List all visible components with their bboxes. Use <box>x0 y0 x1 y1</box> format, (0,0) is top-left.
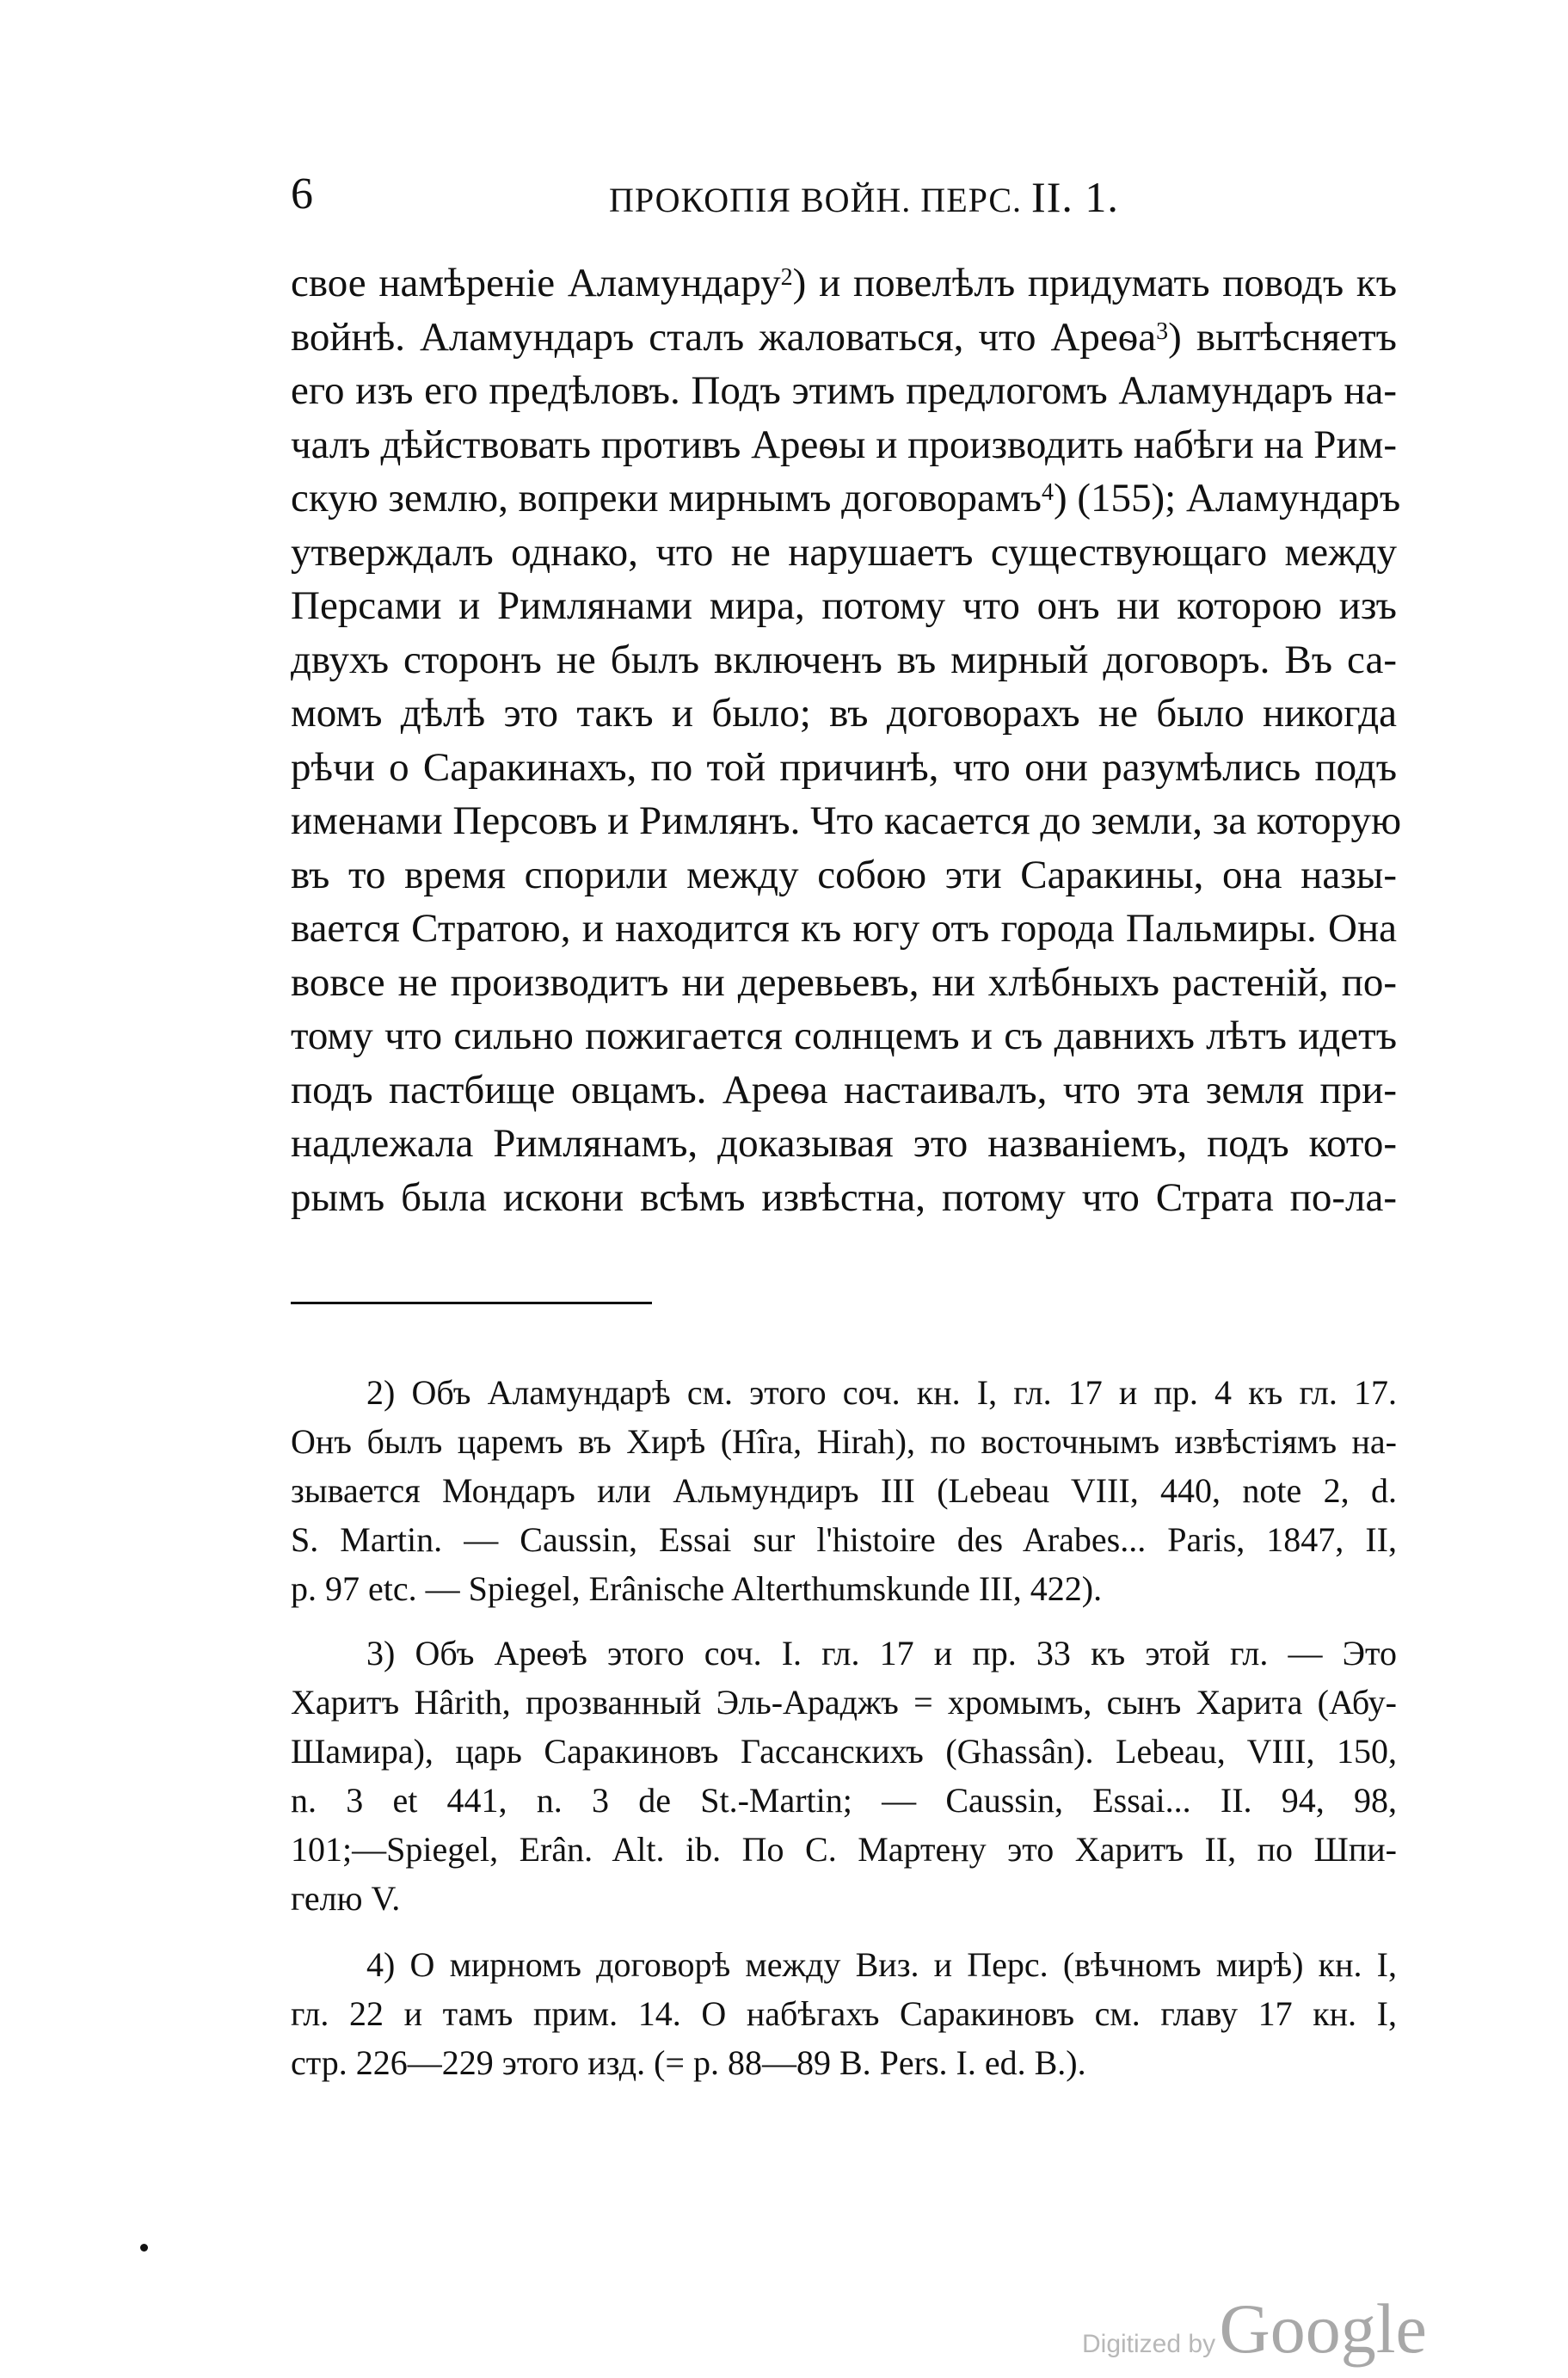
body-line: чалъ дѣйствовать противъ Ареѳы и производить набѣги на Рим- <box>291 422 1397 467</box>
body-line: рѣчи о Саракинахъ, по той причинѣ, что они разумѣлись подъ <box>291 744 1397 790</box>
running-head-section: II. 1. <box>1031 173 1119 221</box>
body-line: его изъ его предѣловъ. Подъ этимъ предлогомъ Аламундаръ на- <box>291 368 1397 413</box>
ink-spot <box>140 2244 148 2252</box>
footnote-line: S. Martin. — Caussin, Essai sur l'histoire des Arabes... Paris, 1847, II, <box>291 1520 1397 1559</box>
footnote-line: Онъ былъ царемъ въ Хирѣ (Hîra, Hirah), по восточнымъ извѣстіямъ на- <box>291 1422 1397 1461</box>
body-line: войнѣ. Аламундаръ сталъ жаловаться, что Ареѳа$^3$) вытѣсняетъ <box>291 314 1397 360</box>
footnote-line: 3) Объ Ареѳѣ этого соч. I. гл. 17 и пр. 33 къ этой гл. — Это <box>366 1634 1397 1673</box>
footnote-line: 2) Объ Аламундарѣ см. этого соч. кн. I, гл. 17 и пр. 4 къ гл. 17. <box>366 1373 1397 1412</box>
body-line: двухъ сторонъ не былъ включенъ въ мирный договоръ. Въ са- <box>291 637 1397 682</box>
running-head-title: ПРОКОПІЯ ВОЙН. ПЕРС. <box>609 181 1023 219</box>
footnote-line: 4) О мирномъ договорѣ между Виз. и Перс. (вѣчномъ мирѣ) кн. I, <box>366 1945 1397 1984</box>
footnote-ref[interactable]: 3 <box>1156 317 1169 345</box>
footnote-4 <box>291 1940 1397 2087</box>
body-line: вовсе не производитъ ни деревьевъ, ни хлѣбныхъ растеній, по- <box>291 959 1397 1005</box>
body-line: тому что сильно пожигается солнцемъ и съ давнихъ лѣтъ идетъ <box>291 1013 1397 1058</box>
body-line: скую землю, вопреки мирнымъ договорамъ$^4$) (155); Аламундаръ <box>291 476 1401 521</box>
footnote-ref[interactable]: 2 <box>780 264 793 291</box>
body-line: рымъ была искони всѣмъ извѣстна, потому что Страта по-ла- <box>291 1174 1397 1220</box>
footnote-ref[interactable]: 4 <box>1041 479 1054 506</box>
footnote-line: гл. 22 и тамъ прим. 14. О набѣгахъ Саракиновъ см. главу 17 кн. I, <box>291 1994 1397 2033</box>
footnote-separator <box>291 1302 652 1304</box>
footnote-line: зывается Мондаръ или Альмундиръ III (Lebeau VIII, 440, note 2, d. <box>291 1471 1397 1510</box>
body-line: въ то время спорили между собою эти Саракины, она назы- <box>291 852 1397 897</box>
footnote-line: 101;—Spiegel, Erân. Alt. ib. По С. Мартену это Харитъ II, по Шпи- <box>291 1830 1397 1869</box>
body-line: утверждалъ однако, что не нарушаетъ существующаго между <box>291 529 1397 575</box>
body-line: вается Стратою, и находится къ югу отъ города Пальмиры. Она <box>291 906 1397 951</box>
footnote-line: p. 97 etc. — Spiegel, Erânische Alterthumskunde III, 422). <box>291 1569 1103 1608</box>
page-number: 6 <box>291 169 313 219</box>
footnote-3 <box>291 1629 1397 1923</box>
footnote-line: Шамира), царь Саракиновъ Гассанскихъ (Ghassân). Lebeau, VIII, 150, <box>291 1732 1397 1771</box>
body-line: надлежала Римлянамъ, доказывая это названіемъ, подъ кото- <box>291 1121 1397 1166</box>
body-line: момъ дѣлѣ это такъ и было; въ договорахъ не было никогда <box>291 691 1397 736</box>
google-logo: Google <box>1219 2289 1427 2368</box>
running-head <box>609 172 1119 222</box>
page-header <box>291 169 1397 229</box>
footnote-line: Харитъ Hârith, прозванный Эль-Араджъ = хромымъ, сынъ Харита (Абу- <box>291 1683 1397 1722</box>
main-text <box>291 256 1402 1224</box>
footnote-2 <box>291 1368 1397 1613</box>
footnote-line: n. 3 et 441, n. 3 de St.-Martin; — Caussin, Essai... II. 94, 98, <box>291 1781 1397 1820</box>
body-line: свое намѣреніе Аламундару$^2$) и повелѣлъ придумать поводъ къ <box>291 261 1398 305</box>
body-line: Персами и Римлянами мира, потому что онъ ни которою изъ <box>291 583 1397 628</box>
body-line: подъ пастбище овцамъ. Ареѳа настаивалъ, что эта земля при- <box>291 1067 1397 1112</box>
body-line: именами Персовъ и Римлянъ. Что касается до земли, за которую <box>291 798 1402 843</box>
footnote-line: гелю V. <box>291 1879 401 1918</box>
watermark-prefix: Digitized by <box>1082 2330 1216 2358</box>
digitized-watermark <box>1082 2289 1427 2369</box>
footnote-line: стр. 226—229 этого изд. (= р. 88—89 В. Pers. I. ed. B.). <box>291 2043 1086 2082</box>
